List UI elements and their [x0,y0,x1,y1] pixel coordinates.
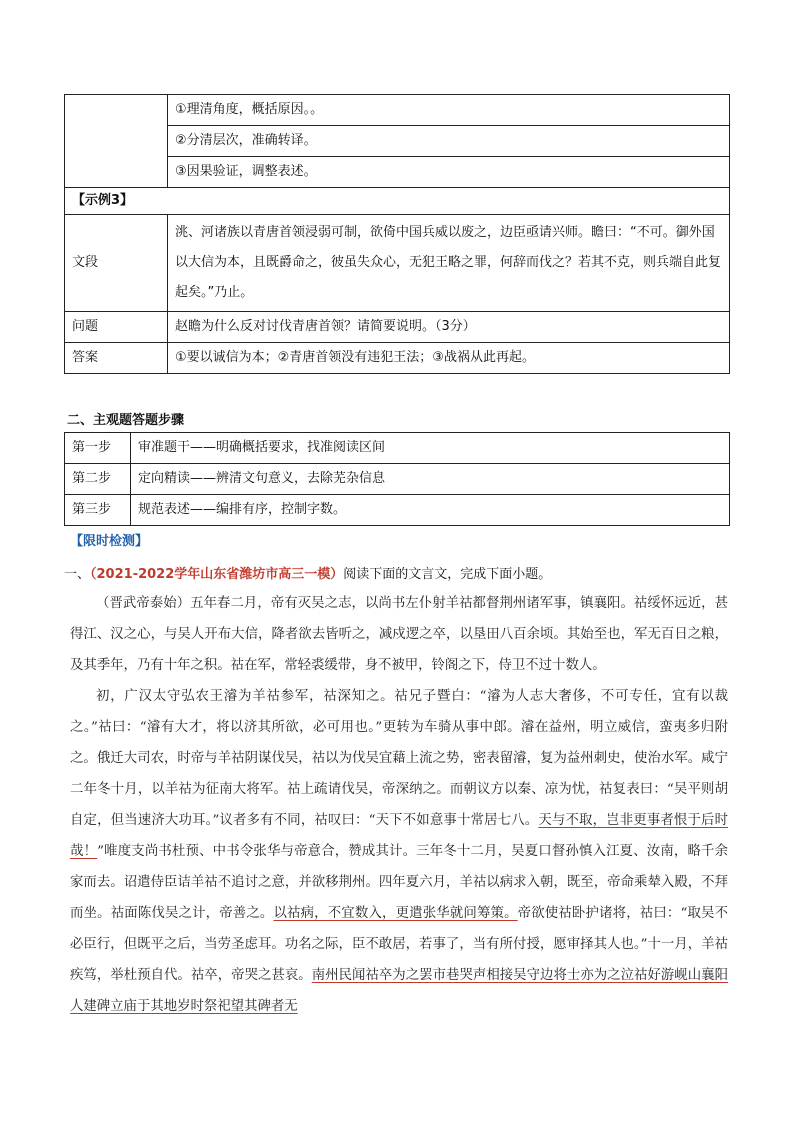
passage-paragraph-2 [70,681,728,1022]
method-step-1: ①理清角度，概括原因。。 [168,95,730,126]
underlined-sentence-3: 南州民闻祜卒为之罢市巷哭声相接吴守边将士亦为之泣祜好游岘山襄阳人建碑立庙于其地岁时祭祀望其碑者无 [70,968,729,1014]
answer-label: 答案 [65,343,168,374]
step-label: 第一步 [65,433,131,464]
exam-source: （2021-2022学年山东省潍坊市高三一模） [90,567,344,582]
steps-table [64,432,730,526]
question-prefix: 一、 [64,567,91,582]
example-title: 【示例3】 [65,188,730,215]
step-text: 规范表述——编排有序，控制字数。 [131,495,730,526]
question-intro [64,563,551,582]
method-step-3: ③因果验证，调整表述。 [168,157,730,188]
passage-segment: 初，广汉太守弘农王濬为羊祜参军，祜深知之。祜兄子暨白：“濬为人志大奢侈，不可专任，宜有以裁之。”祜曰：“濬有大才，将以济其所欲，必可用也。”更转为车骑从事中郎。濬在益州，明立威信，蛮夷多归附之。俄迁大司农，时帝与羊祜阴谋伐吴，祜以为伐吴宜藉上流之势，密表留濬，复为益州刺史，使治水军。咸宁二年冬十月，以羊祜为征南大将军。祜上疏请伐吴，帝深纳之。而朝议方以秦、凉为忧，祜复表曰：“吴平则胡自定，但当速济大功耳。”议者多有不同，祜叹曰：“天下不如意事十常居七八。 [70,689,728,828]
step-label: 第二步 [65,464,131,495]
classical-passage [70,588,728,1022]
question-instruction: 阅读下面的文言文，完成下面小题。 [343,567,552,582]
section-title: 二、主观题答题步骤 [67,413,185,428]
method-table [64,94,730,374]
underlined-sentence-2: 以祜病，不宜数入，更遣张华就问筹策。 [273,906,518,921]
step-label: 第三步 [65,495,131,526]
method-step-2: ②分清层次，准确转译。 [168,126,730,157]
step-text: 定向精读——辨清文句意义，去除芜杂信息 [131,464,730,495]
blank-cell [65,95,168,188]
passage-segment: 帝欲使祜卧护诸将，祜曰：“取吴不必臣行，但既平之后，当劳圣虑耳。功名之际，臣不敢居，若事了，当有所付授，愿审择其人也。”十一月，羊祜疾笃，举杜预自代。祜卒，帝哭之甚哀。 [70,906,728,983]
question-text: 赵瞻为什么反对讨伐青唐首领？请简要说明。（3分） [168,312,730,343]
passage-text: 洮、河诸族以青唐首领浸弱可制，欲倚中国兵威以废之，边臣亟请兴师。瞻曰：“不可。御外国以大信为本，且既爵命之，彼虽失众心，无犯王略之罪，何辞而伐之？若其不克，则兵端自此复起矣。”乃止。 [168,215,730,312]
step-text: 审准题干——明确概括要求，找准阅读区间 [131,433,730,464]
passage-label: 文段 [65,215,168,312]
answer-text: ①要以诚信为本；②青唐首领没有违犯王法；③战祸从此再起。 [168,343,730,374]
passage-paragraph-1: （晋武帝泰始）五年春二月，帝有灭吴之志，以尚书左仆射羊祜都督荆州诸军事，镇襄阳。祜绥怀远近，甚得江、汉之心，与吴人开布大信，降者欲去皆听之，减戍逻之卒，以垦田八百余顷。其始至也，军无百日之粮，及其季年，乃有十年之积。祜在军，常轻裘缓带，身不被甲，铃阁之下，侍卫不过十数人。 [70,596,728,673]
question-label: 问题 [65,312,168,343]
underlined-sentence-1: 天与不取，岂非更事者恨于后时哉！ [70,813,729,859]
test-title: 【限时检测】 [70,534,149,549]
passage-segment: ”唯度支尚书杜预、中书令张华与帝意合，赞成其计。三年冬十二月，吴夏口督孙慎入江夏、汝南，略千余家而去。诏遣侍臣诘羊祜不追讨之意，并欲移荆州。四年夏六月，羊祜以病求入朝，既至，帝命乘辇入殿，不拜而坐。祜面陈伐吴之计，帝善之。 [70,844,729,921]
